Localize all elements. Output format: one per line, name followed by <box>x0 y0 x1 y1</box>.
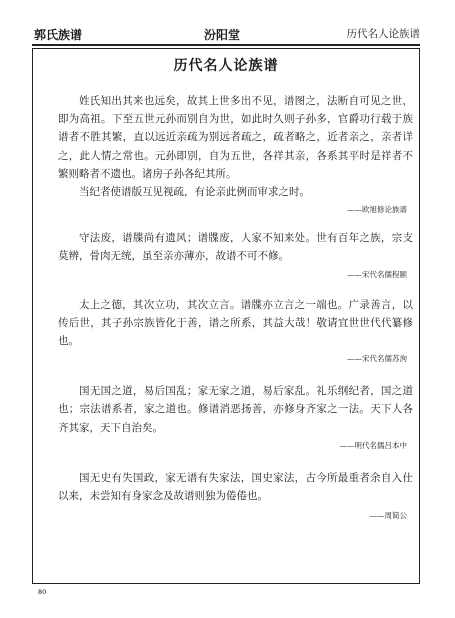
quote-attribution: ——明代名儒吕本中 <box>339 440 407 450</box>
quote-paragraph: 国无国之道，易后国乱；家无家之道，易后家乱。礼乐纲纪者，国之道也；宗法谱系者，家之道也。修谱消恶扬善，亦修身齐家之一法。天下人各齐其家，天下自治矣。 <box>58 385 413 434</box>
page-number: 80 <box>38 588 47 596</box>
header-rule-thick <box>32 44 420 46</box>
header-book-title: 郭氏族谱 <box>34 28 83 42</box>
quote-block <box>58 296 413 365</box>
quotes-body <box>58 92 413 521</box>
quote-paragraph: 当纪者使谱版互见视疏，有论亲此例而审求之时。 <box>79 186 310 199</box>
quote-block <box>58 382 413 451</box>
quote-attribution: ——欧旭修论族谱 <box>347 205 407 215</box>
quote-block <box>58 469 413 521</box>
quote-paragraph: 守法废，谱牒尚有遗风；谱牒废，人家不知来处。世有百年之族，宗支莫辨，骨肉无统，虽至亲亦薄亦，故谱不可不修。 <box>58 232 413 263</box>
quote-block <box>58 92 413 215</box>
header-hall-name: 汾阳堂 <box>204 28 241 42</box>
page-title: 历代名人论族谱 <box>173 58 279 74</box>
header-section-title: 历代名人论族谱 <box>346 28 420 40</box>
running-header <box>32 24 420 44</box>
quote-paragraph: 国无史有失国政，家无谱有失家法，国史家法，古今所最重者余自入仕以来，未尝知有身家念及故谱则独为倦倦也。 <box>58 471 413 503</box>
quote-paragraph: 太上之德，其次立功，其次立言。谱牒亦立言之一端也。广录善言，以传后世，其子孙宗族皆化于善，谱之所系，其益大哉！敬请宜世世代代纂修也。 <box>58 298 413 348</box>
quote-block <box>58 229 413 279</box>
quote-attribution: ——宋代名儒程颐 <box>347 269 407 279</box>
quote-attribution: ——宋代名儒苏洵 <box>347 354 407 364</box>
quote-paragraph: 姓氏知出其来也远矣，故其上世多出不见，谱图之，法断自可见之世，即为高祖。下至五世元孙而别自为世，如此时久则子孙多，官爵功行载于族谱者不胜其繁，直以远近亲疏为别远者疏之，疏者略之，近者亲之，亲者详之，此人情之常也。元孙即别，自为五世，各祥其亲，各系其平时是祥者不繁则略者不遗也。诸房子孙各纪其所。 <box>58 95 413 180</box>
quote-attribution: ——周简公 <box>369 511 407 521</box>
